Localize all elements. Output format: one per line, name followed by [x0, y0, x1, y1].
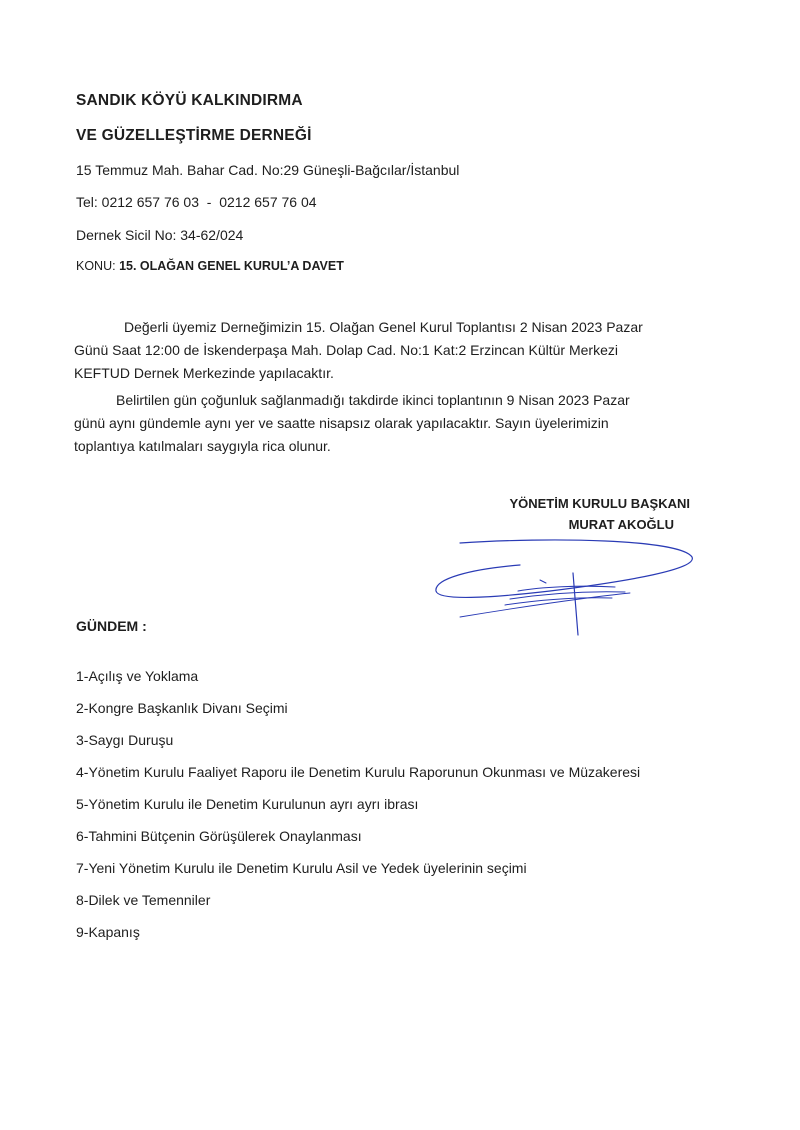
phone-numbers: Tel: 0212 657 76 03 - 0212 657 76 04 [76, 194, 317, 210]
paragraph-line: Değerli üyemiz Derneğimizin 15. Olağan Genel Kurul Toplantısı 2 Nisan 2023 Pazar [124, 319, 643, 335]
agenda-item: 2-Kongre Başkanlık Divanı Seçimi [76, 700, 288, 716]
agenda-item: 4-Yönetim Kurulu Faaliyet Raporu ile Denetim Kurulu Raporunun Okunması ve Müzakeresi [76, 764, 641, 780]
paragraph-line: günü aynı gündemle aynı yer ve saatte nisapsız olarak yapılacaktır. Sayın üyelerimizin [74, 415, 609, 431]
body-paragraph-2 [74, 389, 684, 458]
paragraph-line: Günü Saat 12:00 de İskenderpaşa Mah. Dolap Cad. No:1 Kat:2 Erzincan Kültür Merkezi [74, 342, 618, 358]
subject-line [76, 259, 344, 273]
agenda-item: 8-Dilek ve Temenniler [76, 892, 211, 908]
agenda-item: 7-Yeni Yönetim Kurulu ile Denetim Kurulu Asil ve Yedek üyelerinin seçimi [76, 860, 527, 876]
org-name-line2: VE GÜZELLEŞTİRME DERNEĞİ [76, 127, 312, 144]
handwritten-signature [430, 535, 700, 645]
body-paragraph-1 [74, 316, 684, 385]
agenda-item: 9-Kapanış [76, 924, 140, 940]
agenda-item: 1-Açılış ve Yoklama [76, 668, 199, 684]
signatory-name: MURAT AKOĞLU [568, 517, 674, 532]
paragraph-line: Belirtilen gün çoğunluk sağlanmadığı takdirde ikinci toplantının 9 Nisan 2023 Pazar [116, 392, 630, 408]
subject-text: 15. OLAĞAN GENEL KURUL’A DAVET [119, 259, 344, 273]
agenda-item: 6-Tahmini Bütçenin Görüşülerek Onaylanması [76, 828, 362, 844]
paragraph-line: toplantıya katılmaları saygıyla rica olunur. [74, 438, 331, 454]
registry-number: Dernek Sicil No: 34-62/024 [76, 227, 244, 243]
agenda-item: 5-Yönetim Kurulu ile Denetim Kurulunun ayrı ayrı ibrası [76, 796, 419, 812]
paragraph-line: KEFTUD Dernek Merkezinde yapılacaktır. [74, 365, 334, 381]
address: 15 Temmuz Mah. Bahar Cad. No:29 Güneşli-Bağcılar/İstanbul [76, 162, 460, 178]
agenda-list [76, 664, 640, 952]
agenda-title: GÜNDEM : [76, 618, 147, 634]
subject-label: KONU: [76, 259, 120, 273]
org-name-line1: SANDIK KÖYÜ KALKINDIRMA [76, 92, 303, 109]
agenda-item: 3-Saygı Duruşu [76, 732, 174, 748]
signatory-title: YÖNETİM KURULU BAŞKANI [509, 496, 690, 511]
